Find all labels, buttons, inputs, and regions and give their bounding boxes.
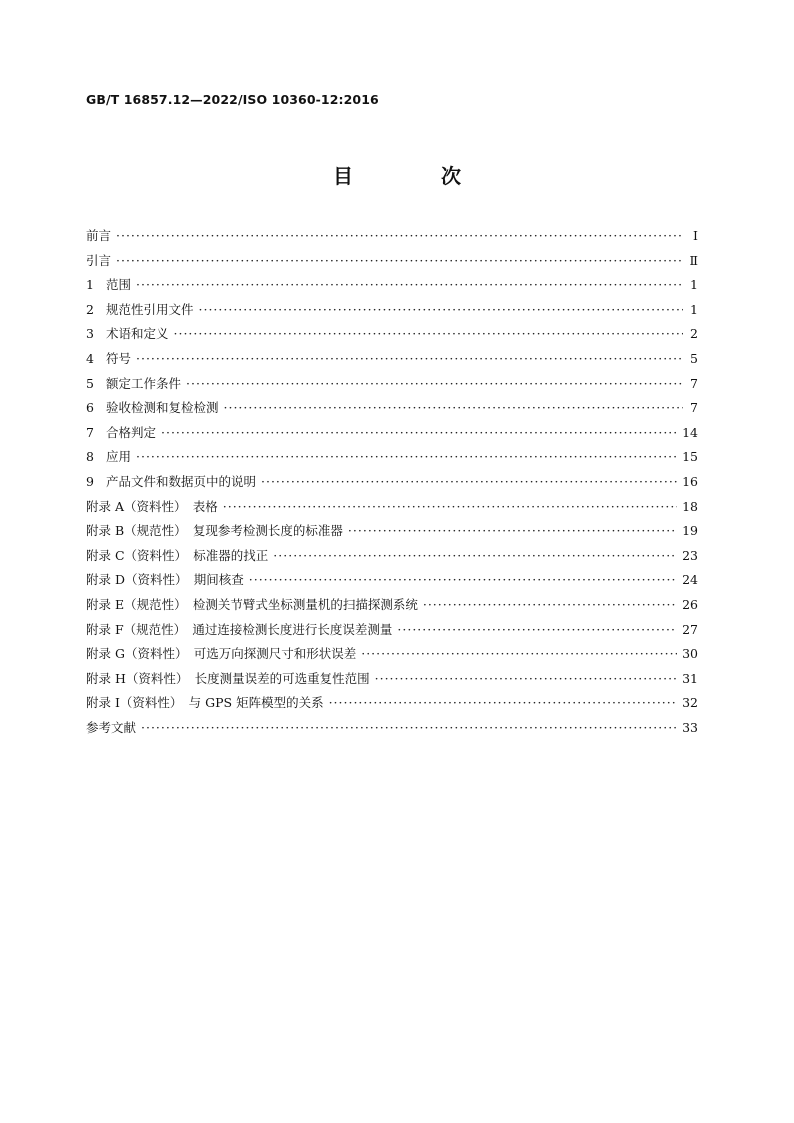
toc-entry-label: 应用 [106, 449, 132, 465]
toc-entry-page: 2 [690, 326, 698, 342]
toc-entry-label: 符号 [106, 350, 132, 366]
toc-entry-number: 9 [86, 473, 94, 489]
toc-leader-dots [329, 695, 678, 710]
toc-leader-dots [136, 277, 683, 292]
toc-entry-label: 前言 [86, 228, 112, 243]
toc-leader-dots [116, 253, 683, 268]
toc-entry-number: 7 [86, 424, 94, 440]
toc-entry-annex-d[interactable] [86, 570, 698, 595]
toc-entry-scope[interactable] [86, 275, 698, 300]
toc-entry-page: 14 [682, 424, 698, 440]
toc-entry-number: 3 [86, 326, 94, 342]
toc-entry-page: Ⅰ [693, 228, 698, 243]
toc-entry-number: 5 [86, 375, 94, 391]
toc-leader-dots [273, 548, 677, 563]
toc-entry-label: 术语和定义 [106, 326, 169, 342]
toc-entry-annex-b[interactable] [86, 521, 698, 546]
toc-leader-dots [348, 523, 677, 538]
toc-entry-label: 附录 D（资料性） 期间核查 [86, 572, 244, 588]
toc-entry-page: 7 [690, 400, 698, 416]
toc-leader-dots [186, 376, 683, 391]
toc-entry-annex-h[interactable] [86, 669, 698, 694]
toc-entry-annex-f[interactable] [86, 620, 698, 645]
toc-entry-label: 附录 E（规范性） 检测关节臂式坐标测量机的扫描探测系统 [86, 596, 418, 612]
toc-leader-dots [361, 646, 677, 661]
toc-entry-label: 合格判定 [106, 424, 157, 440]
toc-leader-dots [136, 351, 683, 366]
toc-entry-number: 4 [86, 350, 94, 366]
toc-entry-page: 33 [682, 719, 698, 735]
toc-entry-page: Ⅱ [689, 252, 698, 268]
toc-entry-number: 2 [86, 301, 94, 317]
toc-leader-dots [375, 671, 677, 686]
toc-entry-label: 规范性引用文件 [106, 301, 194, 317]
toc-leader-dots [161, 425, 677, 440]
toc-entry-label: 附录 G（资料性） 可选万向探测尺寸和形状误差 [86, 646, 357, 662]
toc-entry-label: 额定工作条件 [106, 375, 182, 391]
toc-entry-page: 7 [690, 375, 698, 391]
toc-entry-label: 附录 B（规范性） 复现参考检测长度的标准器 [86, 523, 343, 539]
toc-entry-page: 1 [690, 301, 698, 317]
toc-entry-bibliography[interactable] [86, 718, 698, 743]
toc-entry-label: 附录 A（资料性） 表格 [86, 498, 218, 514]
toc-entry-label: 产品文件和数据页中的说明 [106, 473, 257, 489]
toc-entry-page: 27 [682, 621, 698, 637]
toc-leader-dots [224, 400, 683, 415]
toc-entry-label: 附录 C（资料性） 标准器的找正 [86, 547, 269, 563]
toc-entry-annex-i[interactable] [86, 693, 698, 718]
toc-entry-page: 15 [682, 449, 698, 465]
toc-entry-introduction[interactable] [86, 251, 698, 276]
toc-entry-label: 范围 [106, 277, 132, 293]
toc-entry-label: 附录 H（资料性） 长度测量误差的可选重复性范围 [86, 670, 370, 686]
toc-entry-page: 18 [682, 498, 698, 514]
toc-leader-dots [141, 720, 677, 735]
toc-leader-dots [136, 449, 677, 464]
toc-entry-terms[interactable] [86, 324, 698, 349]
toc-entry-label: 引言 [86, 252, 112, 268]
toc-entry-conformance[interactable] [86, 423, 698, 448]
toc-entry-label: 附录 I（资料性） 与 GPS 矩阵模型的关系 [86, 695, 324, 711]
toc-entry-page: 5 [690, 350, 698, 366]
toc-leader-dots [223, 499, 677, 514]
toc-entry-annex-c[interactable] [86, 546, 698, 571]
toc-entry-page: 31 [682, 670, 698, 686]
toc-entry-page: 19 [682, 523, 698, 539]
toc-entry-product-documentation[interactable] [86, 472, 698, 497]
toc-entry-number: 6 [86, 400, 94, 416]
toc-entry-label: 参考文献 [86, 719, 137, 735]
toc-leader-dots [397, 622, 677, 637]
toc-entry-annex-e[interactable] [86, 595, 698, 620]
toc-entry-foreword[interactable] [86, 226, 698, 251]
toc-leader-dots [249, 572, 677, 587]
toc-entry-rated-conditions[interactable] [86, 374, 698, 399]
toc-entry-annex-g[interactable] [86, 644, 698, 669]
toc-entry-page: 16 [682, 473, 698, 489]
toc-entry-page: 24 [682, 572, 698, 588]
toc-entry-page: 26 [682, 596, 698, 612]
standard-code: GB/T 16857.12—2022/ISO 10360-12:2016 [86, 92, 379, 107]
toc-entry-number: 8 [86, 449, 94, 465]
toc-entry-label: 附录 F（规范性） 通过连接检测长度进行长度误差测量 [86, 621, 393, 637]
toc-entry-page: 23 [682, 547, 698, 563]
toc-entry-annex-a[interactable] [86, 497, 698, 522]
toc-leader-dots [174, 326, 683, 341]
toc-leader-dots [199, 302, 683, 317]
toc-entry-applications[interactable] [86, 447, 698, 472]
table-of-contents [86, 226, 698, 742]
toc-entry-page: 1 [690, 277, 698, 293]
toc-entry-normative-references[interactable] [86, 300, 698, 325]
toc-entry-symbols[interactable] [86, 349, 698, 374]
toc-entry-page: 32 [682, 695, 698, 711]
toc-entry-page: 30 [682, 646, 698, 662]
toc-entry-number: 1 [86, 277, 94, 293]
toc-leader-dots [261, 474, 677, 489]
toc-entry-label: 验收检测和复检检测 [106, 400, 219, 416]
toc-entry-acceptance-tests[interactable] [86, 398, 698, 423]
toc-leader-dots [116, 228, 683, 243]
toc-title: 目 次 [333, 164, 495, 188]
toc-leader-dots [423, 597, 677, 612]
